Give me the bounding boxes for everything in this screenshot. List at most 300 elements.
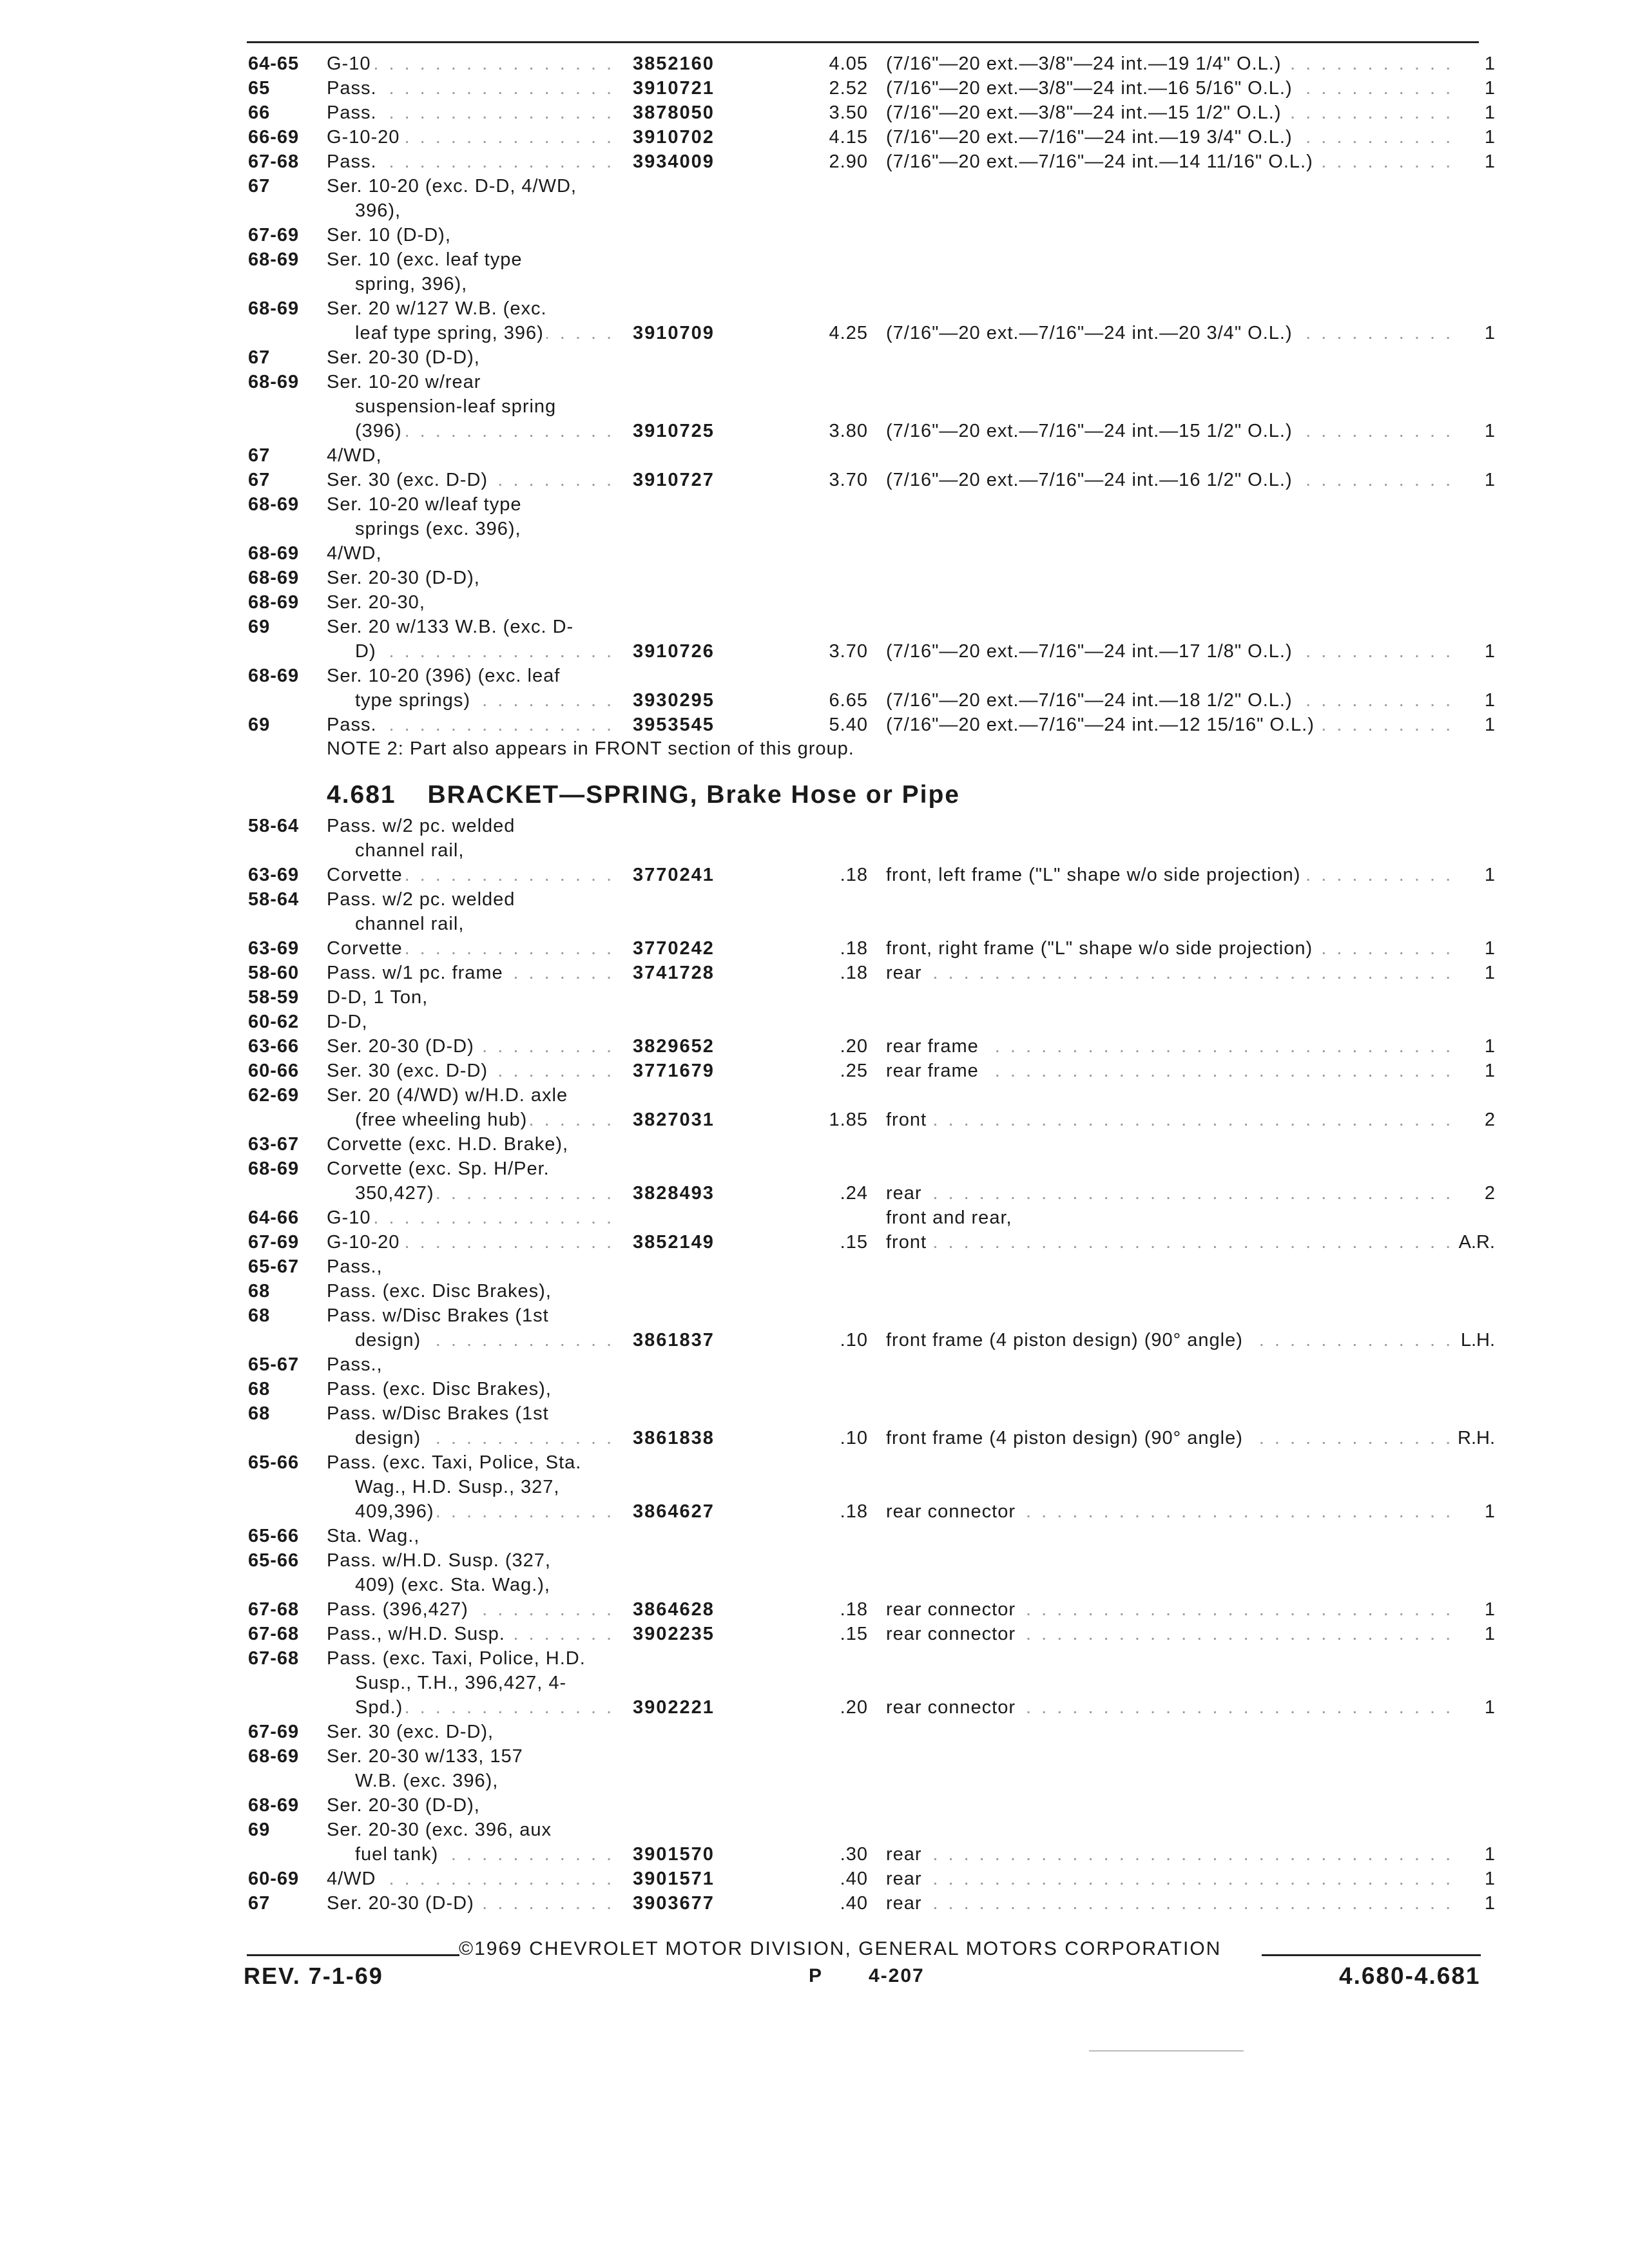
part-remarks-text xyxy=(886,1281,890,1302)
part-remarks xyxy=(886,1108,1453,1132)
part-remarks xyxy=(886,1891,1453,1916)
quantity-used: 1 xyxy=(1484,470,1495,490)
part-number: 3771679 xyxy=(633,1061,715,1081)
part-number: 3829652 xyxy=(633,1036,715,1057)
model-years: 65-66 xyxy=(248,1526,300,1546)
table-row xyxy=(248,370,1492,394)
application-description xyxy=(327,223,610,247)
application-description-text: Pass. (396,427) xyxy=(327,1599,471,1620)
model-years: 65-67 xyxy=(248,1354,300,1375)
part-remarks xyxy=(886,1597,1453,1622)
table-row xyxy=(248,419,1495,443)
table-row xyxy=(248,443,1492,468)
table-row xyxy=(248,223,1492,247)
list-price: 3.50 xyxy=(829,102,868,123)
model-years: 67 xyxy=(248,470,271,490)
part-number: 3902235 xyxy=(633,1624,715,1644)
quantity-used: 1 xyxy=(1484,1893,1495,1914)
application-description-text: type springs) xyxy=(327,690,473,711)
part-remarks-text xyxy=(886,666,890,686)
application-description-text: Ser. 30 (exc. D-D) xyxy=(327,1061,490,1081)
part-remarks xyxy=(886,174,1453,198)
table-row xyxy=(248,985,1492,1010)
part-remarks-text xyxy=(886,347,890,368)
table-row xyxy=(248,961,1495,985)
table-row xyxy=(248,1573,1492,1597)
application-description-text: Spd.) xyxy=(327,1697,405,1718)
part-remarks xyxy=(886,198,1453,223)
table-row xyxy=(248,1377,1492,1401)
part-remarks xyxy=(886,814,1453,838)
model-years: 69 xyxy=(248,715,271,735)
part-remarks-text xyxy=(886,543,890,564)
application-description xyxy=(327,1352,610,1377)
quantity-used: 1 xyxy=(1484,78,1495,99)
part-remarks-text xyxy=(886,914,890,934)
part-remarks-text xyxy=(886,1452,890,1473)
quantity-used: 1 xyxy=(1484,1501,1495,1522)
quantity-used: 1 xyxy=(1484,1036,1495,1057)
application-description xyxy=(327,1597,610,1622)
application-description-text: leaf type spring, 396) xyxy=(327,323,546,343)
part-number: 3910709 xyxy=(633,323,715,343)
part-remarks xyxy=(886,1622,1453,1646)
part-remarks xyxy=(886,517,1453,541)
application-description-text: Corvette (exc. H.D. Brake), xyxy=(327,1134,571,1155)
part-remarks xyxy=(886,1401,1453,1426)
table-row xyxy=(248,272,1492,296)
part-remarks-text xyxy=(886,816,890,836)
list-price: .40 xyxy=(840,1869,868,1889)
application-description xyxy=(327,713,610,737)
part-number: 3852160 xyxy=(633,53,715,74)
table-row xyxy=(248,1475,1492,1499)
model-years: 63-69 xyxy=(248,865,300,885)
part-remarks-text xyxy=(886,1305,890,1326)
model-years: 67-69 xyxy=(248,1722,300,1742)
application-description xyxy=(327,1769,610,1793)
application-description-text: (396) xyxy=(327,421,405,441)
part-remarks xyxy=(886,223,1453,247)
application-description xyxy=(327,912,610,936)
part-remarks-text: rear xyxy=(886,1869,926,1889)
part-remarks xyxy=(886,1303,1453,1328)
quantity-used: 1 xyxy=(1484,53,1495,74)
model-years: 63-69 xyxy=(248,938,300,959)
application-description-text: Pass. w/1 pc. frame xyxy=(327,963,506,983)
scan-artifact-line xyxy=(1089,2050,1244,2052)
application-description-text: D) xyxy=(327,641,379,662)
application-description-text: Ser. 10 (exc. leaf type xyxy=(327,249,525,270)
application-description xyxy=(327,443,610,468)
section-title: BRACKET—SPRING, Brake Hose or Pipe xyxy=(427,781,960,809)
application-description xyxy=(327,639,610,664)
quantity-used: 1 xyxy=(1484,1844,1495,1865)
application-description xyxy=(327,1303,610,1328)
list-price: 4.25 xyxy=(829,323,868,343)
part-remarks xyxy=(886,468,1453,492)
part-remarks xyxy=(886,1083,1453,1108)
part-number: 3864628 xyxy=(633,1599,715,1620)
model-years: 68-69 xyxy=(248,372,300,392)
application-description-text: D-D, xyxy=(327,1012,371,1032)
model-years: 68 xyxy=(248,1305,271,1326)
part-remarks-text: rear connector xyxy=(886,1697,1019,1718)
model-years: 67 xyxy=(248,445,271,466)
part-remarks-text: rear frame xyxy=(886,1061,983,1081)
table-row xyxy=(248,1426,1495,1450)
table-row xyxy=(248,52,1495,76)
table-row xyxy=(248,76,1495,101)
group-range: 4.680-4.681 xyxy=(1339,1963,1481,1989)
part-remarks-text xyxy=(886,1722,890,1742)
application-description xyxy=(327,149,610,174)
part-remarks-text: (7/16"—20 ext.—7/16"—24 int.—16 1/2" O.L.) xyxy=(886,470,1296,490)
part-remarks xyxy=(886,1450,1453,1475)
part-remarks xyxy=(886,101,1453,125)
part-remarks xyxy=(886,1377,1453,1401)
table-row xyxy=(248,1157,1492,1181)
part-remarks-text xyxy=(886,372,890,392)
part-remarks xyxy=(886,1254,1453,1279)
application-description-text: Ser. 20-30 (D-D), xyxy=(327,568,483,588)
part-remarks xyxy=(886,961,1453,985)
copyright-line: ©1969 CHEVROLET MOTOR DIVISION, GENERAL MOTORS CORPORATION xyxy=(459,1938,1222,1959)
part-remarks xyxy=(886,345,1453,370)
application-description-text: Pass. w/Disc Brakes (1st xyxy=(327,1403,552,1424)
part-remarks-text: rear xyxy=(886,963,926,983)
quantity-used: 1 xyxy=(1484,102,1495,123)
part-remarks xyxy=(886,1230,1453,1254)
application-description-text: Corvette xyxy=(327,938,405,959)
table-row xyxy=(248,1671,1492,1695)
application-description xyxy=(327,1475,610,1499)
part-number: 3861837 xyxy=(633,1330,715,1350)
part-remarks-text: (7/16"—20 ext.—3/8"—24 int.—16 5/16" O.L.) xyxy=(886,78,1296,99)
application-description xyxy=(327,1132,610,1157)
part-remarks-text xyxy=(886,519,890,539)
part-number: 3770242 xyxy=(633,938,715,959)
part-remarks-text: front, right frame ("L" shape w/o side projection) xyxy=(886,938,1316,959)
part-number: 3901570 xyxy=(633,1844,715,1865)
application-description xyxy=(327,1744,610,1769)
part-remarks xyxy=(886,1279,1453,1303)
part-number: 3741728 xyxy=(633,963,715,983)
list-price: .18 xyxy=(840,1501,868,1522)
application-description-text: Pass. xyxy=(327,151,380,172)
quantity-used: 1 xyxy=(1484,127,1495,148)
application-description-text: Ser. 20-30 (D-D) xyxy=(327,1036,477,1057)
part-remarks xyxy=(886,370,1453,394)
list-price: 4.05 xyxy=(829,53,868,74)
part-remarks xyxy=(886,664,1453,688)
table-row xyxy=(248,1842,1495,1867)
table-row xyxy=(248,1034,1495,1059)
list-price: 6.65 xyxy=(829,690,868,711)
quantity-used: 1 xyxy=(1484,323,1495,343)
model-years: 68-69 xyxy=(248,1158,300,1179)
part-remarks-text: (7/16"—20 ext.—3/8"—24 int.—15 1/2" O.L.) xyxy=(886,102,1286,123)
table-row xyxy=(248,174,1492,198)
model-years: 67-68 xyxy=(248,1599,300,1620)
part-remarks-text: front frame (4 piston design) (90° angle) xyxy=(886,1330,1247,1350)
model-years: 68-69 xyxy=(248,494,300,515)
part-remarks-text xyxy=(886,1550,890,1571)
part-remarks-text xyxy=(886,298,890,319)
part-remarks xyxy=(886,912,1453,936)
list-price: 3.70 xyxy=(829,641,868,662)
list-price: .24 xyxy=(840,1183,868,1204)
application-description xyxy=(327,1450,610,1475)
table-row xyxy=(248,101,1495,125)
part-remarks-text: rear connector xyxy=(886,1599,1019,1620)
part-remarks xyxy=(886,1034,1453,1059)
application-description-text: spring, 396), xyxy=(327,274,470,294)
part-remarks-text xyxy=(886,396,890,417)
application-description xyxy=(327,1499,610,1524)
application-description xyxy=(327,1328,610,1352)
part-number: 3910726 xyxy=(633,641,715,662)
application-description xyxy=(327,370,610,394)
table-row xyxy=(248,125,1495,149)
application-description xyxy=(327,1524,610,1548)
part-number: 3934009 xyxy=(633,151,715,172)
part-remarks xyxy=(886,1352,1453,1377)
application-description xyxy=(327,1646,610,1671)
table-row xyxy=(248,1206,1492,1230)
part-remarks-text: rear frame xyxy=(886,1036,983,1057)
part-remarks xyxy=(886,688,1453,713)
model-years: 68-69 xyxy=(248,1795,300,1816)
model-years: 63-67 xyxy=(248,1134,300,1155)
model-years: 68-69 xyxy=(248,543,300,564)
part-remarks-text xyxy=(886,1575,890,1595)
part-remarks-text xyxy=(886,445,890,466)
application-description-text: Ser. 10-20 (exc. D-D, 4/WD, xyxy=(327,176,579,197)
application-description xyxy=(327,863,610,887)
part-remarks-text: (7/16"—20 ext.—7/16"—24 int.—18 1/2" O.L.) xyxy=(886,690,1296,711)
table-row xyxy=(248,492,1492,517)
model-years: 64-66 xyxy=(248,1207,300,1228)
application-description xyxy=(327,1157,610,1181)
part-number: 3902221 xyxy=(633,1697,715,1718)
quantity-used: 1 xyxy=(1484,421,1495,441)
model-years: 68-69 xyxy=(248,568,300,588)
application-description xyxy=(327,1867,610,1891)
part-remarks xyxy=(886,1132,1453,1157)
part-number: 3910702 xyxy=(633,127,715,148)
part-remarks-text: front and rear, xyxy=(886,1207,1016,1228)
model-years: 63-66 xyxy=(248,1036,300,1057)
application-description-text: Pass. (exc. Disc Brakes), xyxy=(327,1379,554,1399)
application-description-text: Ser. 20-30 (D-D), xyxy=(327,1795,483,1816)
application-description xyxy=(327,566,610,590)
table-row xyxy=(248,1818,1492,1842)
part-remarks-text xyxy=(886,1158,890,1179)
application-description-text: Ser. 30 (exc. D-D), xyxy=(327,1722,496,1742)
part-remarks-text xyxy=(886,1256,890,1277)
list-price: 1.85 xyxy=(829,1110,868,1130)
table-row xyxy=(248,615,1492,639)
application-description-text: 4/WD, xyxy=(327,543,385,564)
application-description xyxy=(327,394,610,419)
part-remarks-text xyxy=(886,617,890,637)
table-row xyxy=(248,1181,1495,1206)
table-row xyxy=(248,1548,1492,1573)
table-row xyxy=(248,541,1492,566)
quantity-used: 1 xyxy=(1484,1061,1495,1081)
table-row xyxy=(248,1083,1492,1108)
quantity-used: 2 xyxy=(1484,1110,1495,1130)
list-price: .18 xyxy=(840,963,868,983)
part-number: 3910727 xyxy=(633,470,715,490)
application-description-text: Pass. w/Disc Brakes (1st xyxy=(327,1305,552,1326)
application-description xyxy=(327,961,610,985)
part-remarks-text: (7/16"—20 ext.—7/16"—24 int.—15 1/2" O.L.) xyxy=(886,421,1296,441)
application-description-text: Ser. 20 w/133 W.B. (exc. D- xyxy=(327,617,576,637)
part-remarks xyxy=(886,639,1453,664)
application-description-text: channel rail, xyxy=(327,914,467,934)
application-description-text: 409,396) xyxy=(327,1501,437,1522)
model-years: 66 xyxy=(248,102,271,123)
list-price: .10 xyxy=(840,1330,868,1350)
model-years: 68-69 xyxy=(248,592,300,613)
part-remarks xyxy=(886,541,1453,566)
quantity-used: 1 xyxy=(1484,641,1495,662)
table-row xyxy=(248,1108,1495,1132)
part-remarks-text xyxy=(886,568,890,588)
application-description-text: suspension-leaf spring xyxy=(327,396,559,417)
part-remarks-text: (7/16"—20 ext.—7/16"—24 int.—17 1/8" O.L.) xyxy=(886,641,1296,662)
part-remarks-text: front, left frame ("L" shape w/o side projection) xyxy=(886,865,1304,885)
part-remarks xyxy=(886,272,1453,296)
part-remarks-text xyxy=(886,249,890,270)
part-remarks xyxy=(886,492,1453,517)
part-remarks xyxy=(886,887,1453,912)
table-row xyxy=(248,468,1495,492)
table-row xyxy=(248,1867,1495,1891)
quantity-used: 1 xyxy=(1484,1869,1495,1889)
application-description xyxy=(327,419,610,443)
part-remarks-text xyxy=(886,1477,890,1497)
model-years: 68 xyxy=(248,1379,271,1399)
part-remarks-text xyxy=(886,176,890,197)
table-row xyxy=(248,887,1492,912)
application-description xyxy=(327,985,610,1010)
application-description-text: Ser. 20 w/127 W.B. (exc. xyxy=(327,298,550,319)
application-description xyxy=(327,1401,610,1426)
application-description-text: Ser. 10-20 (396) (exc. leaf xyxy=(327,666,563,686)
application-description-text: Sta. Wag., xyxy=(327,1526,422,1546)
part-remarks xyxy=(886,1646,1453,1671)
table-row xyxy=(248,1499,1495,1524)
model-years: 60-69 xyxy=(248,1869,300,1889)
part-remarks-text xyxy=(886,1771,890,1791)
part-remarks xyxy=(886,1524,1453,1548)
part-remarks xyxy=(886,296,1453,321)
list-price: .20 xyxy=(840,1697,868,1718)
table-row xyxy=(248,1254,1492,1279)
application-description-text: Ser. 10 (D-D), xyxy=(327,225,454,245)
part-remarks xyxy=(886,1671,1453,1695)
part-remarks-text: rear connector xyxy=(886,1624,1019,1644)
application-description-text: (free wheeling hub) xyxy=(327,1110,530,1130)
list-price: 5.40 xyxy=(829,715,868,735)
table-row xyxy=(248,838,1492,863)
part-remarks-text: rear xyxy=(886,1183,926,1204)
table-row xyxy=(248,664,1492,688)
part-number: 3864627 xyxy=(633,1501,715,1522)
part-remarks-text xyxy=(886,1403,890,1424)
list-price: 2.52 xyxy=(829,78,868,99)
application-description xyxy=(327,198,610,223)
spring-parts-table xyxy=(248,52,1495,737)
table-row xyxy=(248,1744,1492,1769)
part-remarks xyxy=(886,936,1453,961)
application-description-text: Pass. w/H.D. Susp. (327, xyxy=(327,1550,554,1571)
application-description xyxy=(327,688,610,713)
part-remarks xyxy=(886,1010,1453,1034)
application-description xyxy=(327,296,610,321)
part-remarks xyxy=(886,1426,1453,1450)
application-description-text: design) xyxy=(327,1428,423,1448)
application-description xyxy=(327,125,610,149)
part-remarks-text xyxy=(886,592,890,613)
application-description xyxy=(327,1842,610,1867)
table-row xyxy=(248,863,1495,887)
part-remarks xyxy=(886,1157,1453,1181)
model-years: 69 xyxy=(248,617,271,637)
application-description xyxy=(327,1230,610,1254)
application-description-text: Corvette xyxy=(327,865,405,885)
application-description xyxy=(327,936,610,961)
part-remarks xyxy=(886,76,1453,101)
application-description-text: Pass. xyxy=(327,102,380,123)
application-description-text: Pass. w/2 pc. welded xyxy=(327,816,517,836)
part-remarks-text xyxy=(886,1746,890,1767)
part-remarks-text xyxy=(886,1085,890,1106)
part-remarks xyxy=(886,125,1453,149)
model-years: 67-68 xyxy=(248,1648,300,1669)
part-remarks xyxy=(886,1793,1453,1818)
part-remarks-text xyxy=(886,1526,890,1546)
quantity-used: A.R. xyxy=(1458,1232,1495,1253)
list-price: .20 xyxy=(840,1036,868,1057)
application-description-text: D-D, 1 Ton, xyxy=(327,987,430,1008)
application-description-text: Ser. 20 (4/WD) w/H.D. axle xyxy=(327,1085,570,1106)
application-description xyxy=(327,887,610,912)
application-description xyxy=(327,814,610,838)
application-description-text: Pass. xyxy=(327,715,380,735)
application-description xyxy=(327,541,610,566)
part-remarks xyxy=(886,1769,1453,1793)
model-years: 67 xyxy=(248,1893,271,1914)
application-description xyxy=(327,1108,610,1132)
part-remarks xyxy=(886,838,1453,863)
bracket-parts-table xyxy=(248,814,1495,1916)
part-remarks-text xyxy=(886,1379,890,1399)
part-remarks-text xyxy=(886,1795,890,1816)
quantity-used: 1 xyxy=(1484,865,1495,885)
table-row xyxy=(248,713,1495,737)
list-price: .18 xyxy=(840,938,868,959)
table-row xyxy=(248,1695,1495,1720)
table-row xyxy=(248,1769,1492,1793)
part-remarks xyxy=(886,52,1453,76)
table-row xyxy=(248,1720,1492,1744)
application-description xyxy=(327,1426,610,1450)
quantity-used: 1 xyxy=(1484,1697,1495,1718)
